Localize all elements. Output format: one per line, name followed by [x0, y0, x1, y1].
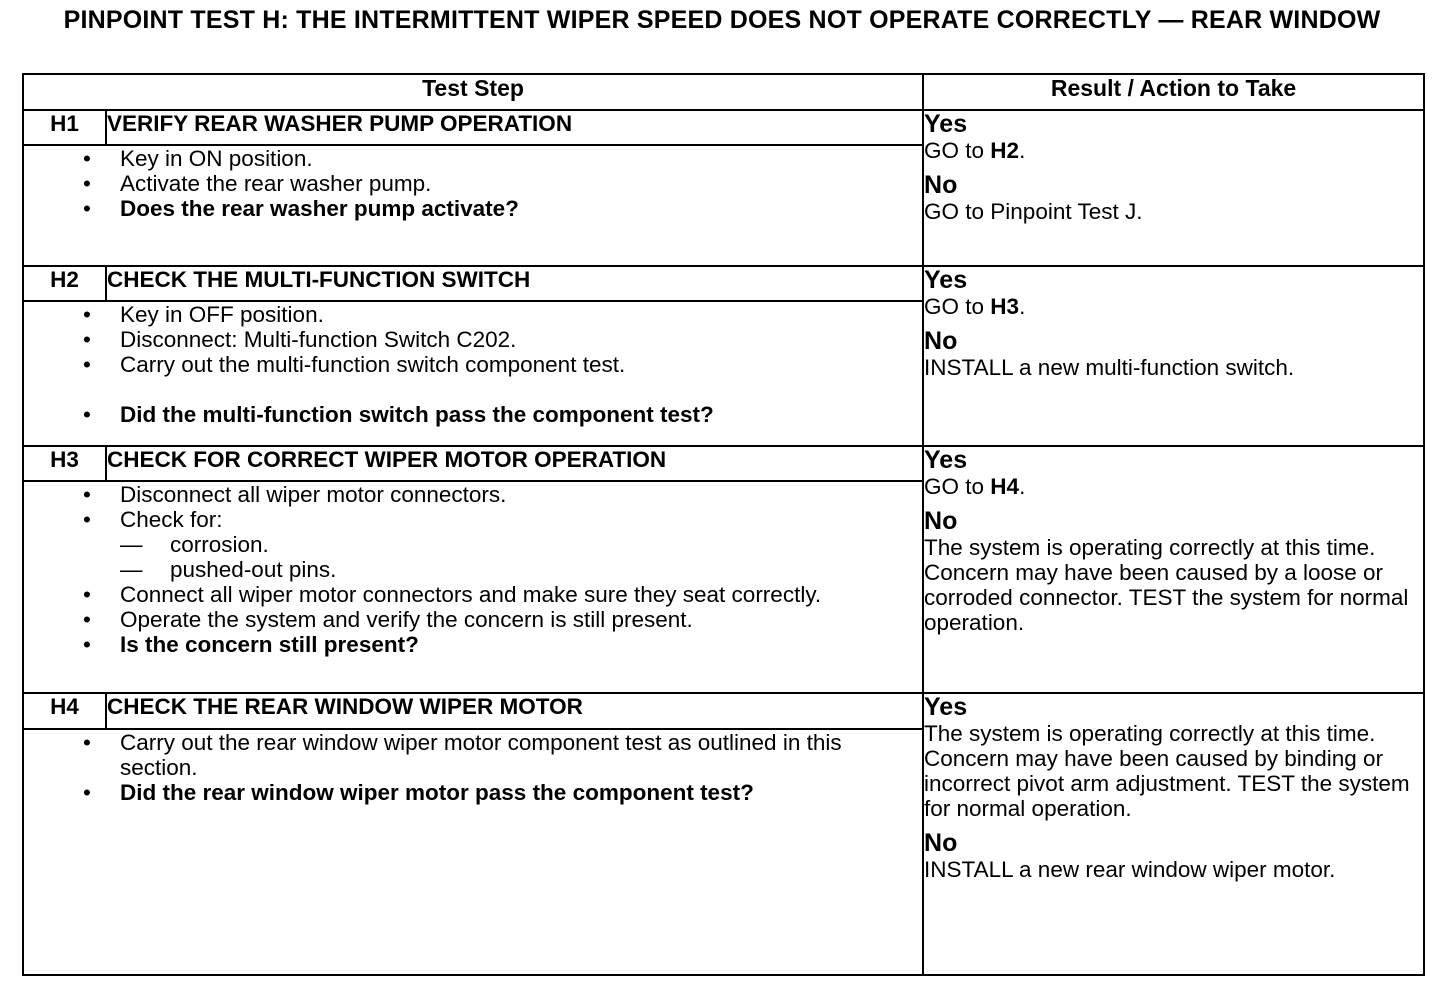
yes-label: Yes [924, 266, 968, 294]
no-label: No [924, 507, 958, 535]
list-item-question: • Does the rear washer pump activate? [120, 196, 922, 221]
step-body [23, 301, 923, 446]
step-id: H3 [23, 446, 106, 481]
no-action: GO to Pinpoint Test J. [924, 199, 1143, 224]
page-title: PINPOINT TEST H: THE INTERMITTENT WIPER SPEED DOES NOT OPERATE CORRECTLY — REAR WINDOW [63, 6, 1381, 34]
list-item: • Carry out the multi-function switch component test. [120, 352, 922, 377]
yes-label: Yes [924, 693, 968, 721]
no-action: INSTALL a new rear window wiper motor. [924, 857, 1336, 882]
list-item-question: • Did the rear window wiper motor pass the component test? [120, 780, 922, 805]
step-title: CHECK THE MULTI-FUNCTION SWITCH [106, 266, 923, 301]
step-instructions [24, 482, 922, 657]
step-ref: H4 [990, 474, 1020, 499]
step-id: H2 [23, 266, 106, 301]
sub-list-item: — corrosion. [120, 532, 269, 557]
step-title: CHECK FOR CORRECT WIPER MOTOR OPERATION [106, 446, 923, 481]
header-row [23, 74, 1424, 110]
step-body [23, 145, 923, 266]
step-result [923, 446, 1424, 693]
yes-action: The system is operating correctly at this time. Concern may have been caused by binding or incorrect pivot arm adjustment. TEST the system for normal operation. [924, 721, 1410, 821]
yes-action: GO to H3. [924, 294, 1026, 319]
pinpoint-test-table [22, 73, 1425, 976]
yes-label: Yes [924, 110, 968, 138]
header-result: Result / Action to Take [923, 74, 1424, 110]
list-item: • Disconnect: Multi-function Switch C202. [120, 327, 922, 352]
no-label: No [924, 829, 958, 857]
step-h3-title-row [23, 446, 1424, 481]
step-ref: H3 [990, 294, 1020, 319]
list-item-question: • Is the concern still present? [120, 632, 922, 657]
list-item: • Key in ON position. [120, 146, 922, 171]
step-title: CHECK THE REAR WINDOW WIPER MOTOR [106, 693, 923, 729]
yes-action: GO to H4. [924, 474, 1026, 499]
list-item-question: • Did the multi-function switch pass the component test? [120, 402, 922, 427]
step-id: H1 [23, 110, 106, 145]
step-result [923, 110, 1424, 266]
step-body [23, 481, 923, 693]
step-ref: H2 [990, 138, 1020, 163]
step-instructions [24, 146, 922, 221]
list-item: • Activate the rear washer pump. [120, 171, 922, 196]
list-item: • Operate the system and verify the concern is still present. [120, 607, 922, 632]
step-result [923, 693, 1424, 975]
yes-label: Yes [924, 446, 968, 474]
list-item: • Carry out the rear window wiper motor component test as outlined in this section. [120, 730, 922, 780]
no-action: The system is operating correctly at this time. Concern may have been caused by a loose or corroded connector. TEST the system for normal operation. [924, 535, 1409, 635]
list-item: • Disconnect all wiper motor connectors. [120, 482, 922, 507]
step-instructions [24, 302, 922, 427]
header-test-step: Test Step [23, 74, 923, 110]
list-item: • Check for: [120, 507, 922, 532]
step-id: H4 [23, 693, 106, 729]
list-item: • Key in OFF position. [120, 302, 922, 327]
no-action: INSTALL a new multi-function switch. [924, 355, 1295, 380]
dash-marker: — [120, 557, 143, 582]
step-result [923, 266, 1424, 446]
sub-list-item: — pushed-out pins. [120, 557, 337, 582]
yes-action: GO to H2. [924, 138, 1026, 163]
step-instructions [24, 730, 922, 805]
no-label: No [924, 327, 958, 355]
step-title: VERIFY REAR WASHER PUMP OPERATION [106, 110, 923, 145]
step-body [23, 729, 923, 975]
dash-marker: — [120, 532, 143, 557]
no-label: No [924, 171, 958, 199]
step-h4-title-row [23, 693, 1424, 729]
list-item: • Connect all wiper motor connectors and make sure they seat correctly. [120, 582, 922, 607]
step-h2-title-row [23, 266, 1424, 301]
step-h1-title-row [23, 110, 1424, 145]
